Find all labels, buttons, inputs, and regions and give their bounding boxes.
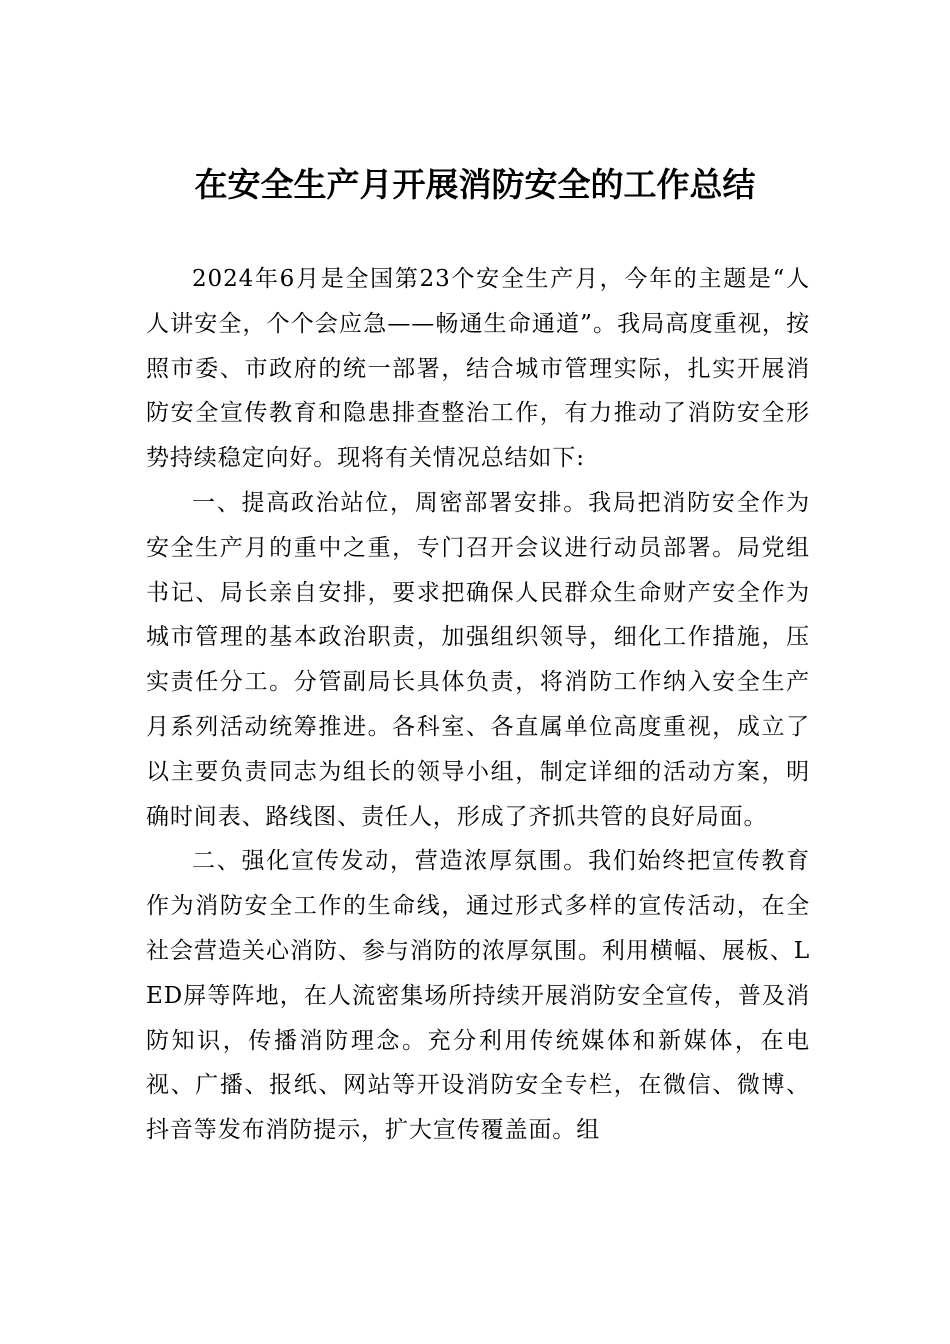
paragraph-section-1: 一、提高政治站位，周密部署安排。我局把消防安全作为安全生产月的重中之重，专门召开会议进行动员部署。局党组书记、局长亲自安排，要求把确保人民群众生命财产安全作为城市管理的基本政治职责，加强组织领导，细化工作措施，压实责任分工。分管副局长具体负责，将消防工作纳入安全生产月系列活动统筹推进。各科室、各直属单位高度重视，成立了以主要负责同志为组长的领导小组，制定详细的活动方案，明确时间表、路线图、责任人，形成了齐抓共管的良好局面。	[146, 489, 810, 830]
document-body	[146, 257, 810, 1153]
paragraph-section-2: 二、强化宣传发动，营造浓厚氛围。我们始终把宣传教育作为消防安全工作的生命线，通过形式多样的宣传活动，在全社会营造关心消防、参与消防的浓厚氛围。利用横幅、展板、LED屏等阵地，在人流密集场所持续开展消防安全宣传，普及消防知识，传播消防理念。充分利用传统媒体和新媒体，在电视、广播、报纸、网站等开设消防安全专栏，在微信、微博、抖音等发布消防提示，扩大宣传覆盖面。组	[146, 848, 810, 1144]
document-title: 在安全生产月开展消防安全的工作总结	[194, 165, 756, 204]
paragraph-intro: 2024年6月是全国第23个安全生产月，今年的主题是“人人讲安全，个个会应急——畅通生命通道”。我局高度重视，按照市委、市政府的统一部署，结合城市管理实际，扎实开展消防安全宣传教育和隐患排查整治工作，有力推动了消防安全形势持续稳定向好。现将有关情况总结如下:	[146, 266, 810, 472]
